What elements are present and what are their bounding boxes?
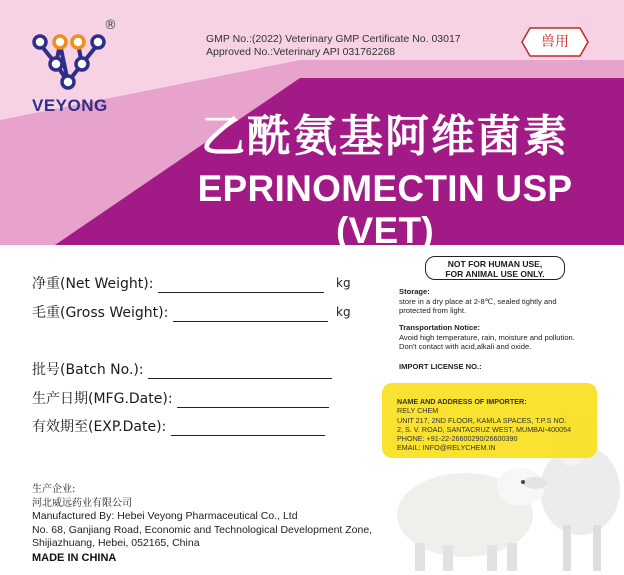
certificate-block: [206, 33, 461, 59]
exp-date-blank: [171, 422, 325, 436]
product-title-chinese: 乙酰氨基阿维菌素: [201, 111, 569, 162]
manufactured-by: Manufactured By: Hebei Veyong Pharmaceutical Co., Ltd: [32, 510, 298, 522]
importer-block: [397, 397, 602, 453]
transport-text-1: Avoid high temperature, rain, moisture and pollution.: [399, 332, 575, 342]
exp-date-field: [32, 416, 325, 436]
net-weight-unit: kg: [336, 276, 351, 290]
mfg-date-label: 生产日期(MFG.Date):: [32, 391, 173, 407]
storage-text-1: store in a dry place at 2-8℃, sealed tightly and: [399, 296, 557, 306]
importer-email: EMAIL: INFO@RELYCHEM.IN: [397, 443, 496, 453]
manufacturer-address-2: Shijiazhuang, Hebei, 052165, China: [32, 537, 200, 549]
transport-label: Transportation Notice:: [399, 323, 481, 332]
product-title-english: EPRINOMECTIN USP (VET): [197, 168, 573, 251]
net-weight-field: [32, 273, 324, 293]
manufacturer-block: [32, 483, 372, 551]
gmp-line: GMP No.:(2022) Veterinary GMP Certificate No. 03017: [206, 33, 461, 45]
approval-line: Approved No.:Veterinary API 031762268: [206, 46, 396, 58]
exp-date-label: 有效期至(EXP.Date):: [32, 419, 167, 435]
net-weight-label: 净重(Net Weight):: [32, 276, 154, 292]
animal-use-notice: [425, 256, 565, 280]
batch-no-field: [32, 359, 332, 379]
front-sheep: [397, 468, 547, 571]
batch-no-blank: [148, 365, 332, 379]
storage-label: Storage:: [399, 287, 430, 296]
net-weight-blank: [158, 279, 324, 293]
veterinary-use-label: 兽用: [541, 34, 569, 50]
importer-phone: PHONE: +91-22-26600290/26600390: [397, 434, 518, 444]
batch-no-label: 批号(Batch No.):: [32, 362, 144, 378]
brand-name: VEYONG: [32, 96, 108, 115]
manufacturer-label-cn: 生产企业:: [32, 484, 76, 495]
importer-label: NAME AND ADDRESS OF IMPORTER:: [397, 397, 527, 406]
mfg-date-field: [32, 388, 329, 408]
notice-line-2: FOR ANIMAL USE ONLY.: [445, 269, 545, 279]
gross-weight-blank: [173, 308, 328, 322]
gross-weight-field: [32, 302, 328, 322]
veyong-logo-icon: [30, 30, 110, 90]
transport-text-2: Don't contact with acid,alkali and oxide.: [399, 342, 532, 351]
made-in-label: MADE IN CHINA: [32, 552, 117, 564]
importer-name: RELY CHEM: [397, 406, 439, 416]
manufacturer-address-1: No. 68, Ganjiang Road, Economic and Technological Development Zone,: [32, 523, 373, 536]
gross-weight-label: 毛重(Gross Weight):: [32, 305, 169, 321]
storage-text-2: protected from light.: [399, 306, 467, 315]
veterinary-use-badge: [520, 26, 590, 58]
import-license-block: [399, 362, 614, 372]
import-license-label: IMPORT LICENSE NO.:: [399, 362, 482, 371]
storage-block: [399, 287, 614, 316]
manufacturer-name-cn: 河北威远药业有限公司: [32, 497, 132, 509]
notice-line-1: NOT FOR HUMAN USE,: [447, 259, 543, 269]
transport-block: [399, 323, 614, 352]
gross-weight-unit: kg: [336, 305, 351, 319]
mfg-date-blank: [177, 394, 329, 408]
importer-address-1: UNIT 217, 2ND FLOOR, KAMLA SPACES, T.P.S NO.: [397, 415, 567, 425]
registered-mark: ®: [104, 18, 117, 33]
importer-address-2: 2, S. V. ROAD, SANTACRUZ WEST, MUMBAI-400054: [397, 424, 572, 434]
